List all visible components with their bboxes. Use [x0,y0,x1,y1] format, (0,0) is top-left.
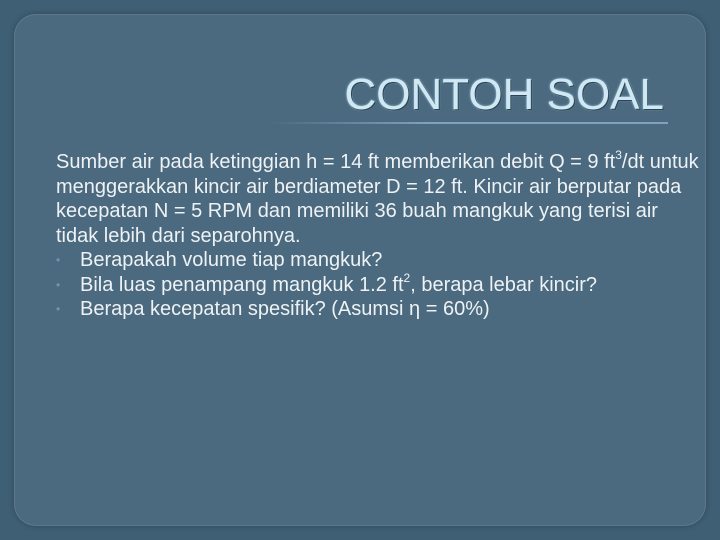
slide-title: CONTOH SOAL [344,70,664,119]
paragraph-text-1: Sumber air pada ketinggian h = 14 ft memberikan debit Q = 9 ft [56,151,616,173]
question-item-1 [56,248,702,273]
title-divider [270,122,668,124]
bullet-icon: • [56,277,61,292]
question-text: Berapa kecepatan spesifik? (Asumsi η = 60%) [80,298,490,320]
question-item-2 [56,270,702,298]
paragraph-superscript: 3 [615,148,622,163]
problem-paragraph [56,150,702,248]
question-superscript: 2 [403,270,411,285]
paragraph-text-2: /dt untuk menggerakkan kincir air berdiameter D = 12 ft. Kincir air berputar pada kecepatan N = 5 RPM dan memiliki 36 buah mangkuk yang terisi air tidak lebih dari separohnya. [56,151,699,247]
slide-panel [14,14,706,526]
question-list [56,248,702,322]
question-text-after: , berapa lebar kincir? [410,273,598,296]
bullet-icon: • [56,253,61,267]
question-text: Berapakah volume tiap mangkuk? [80,249,383,271]
question-item-3 [56,297,702,322]
question-text-before: Bila luas penampang mangkuk 1.2 ft [80,273,404,296]
slide-body [56,150,702,322]
bullet-icon: • [56,302,61,316]
